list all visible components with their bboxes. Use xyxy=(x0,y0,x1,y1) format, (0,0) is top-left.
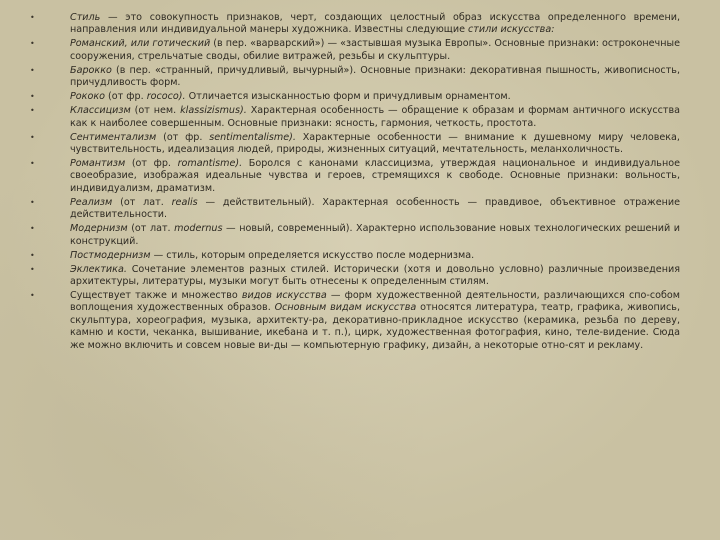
art-styles-list xyxy=(30,12,680,352)
bullet-icon: • xyxy=(30,106,35,116)
item-text: Барокко (в пер. «странный, причудливый, вычурный»). Основные признаки: декоративная пышность, живописность, причудливость форм. xyxy=(70,64,680,89)
bullet-icon: • xyxy=(30,65,35,75)
list-item xyxy=(30,132,680,157)
bullet-icon: • xyxy=(30,250,35,260)
list-item xyxy=(30,91,680,103)
item-text: Сентиментализм (от фр. sentimentalisme). Характерные особенности — внимание к душевному миру человека, чувствительность, идеализация людей, природы, жизненных ситуаций, мечтательность, меланхоличность. xyxy=(70,131,680,156)
item-text: Романский, или готический (в пер. «варварский») — «застывшая музыка Европы». Основные признаки: остроконечные сооружения, стрельчатые своды, обилие витражей, резьбы и скульптуры. xyxy=(70,38,680,62)
bullet-icon: • xyxy=(30,159,35,169)
item-text: Существует также и множество видов искусства — форм художественной деятельности, различающихся спо-собом воплощения художественных образов. Основным видам искусства относятся литература, театр, графика, живопись, скульптура, хореография, музыка, архитекту-ра, декоративно-прикладное искусство (керамика, резьба по дереву, камню и кости, чеканка, вышивание, икебана и т. п.), цирк, художественная фотография, кино, теле-видение. Сюда же можно включить и совсем новые ви-ды — компьютерную графику, дизайн, а некоторые отно-сят и рекламу. xyxy=(70,290,680,351)
item-text: Модернизм (от лат. modernus — новый, современный). Характерно использование новых технологических решений и конструкций. xyxy=(70,223,681,247)
list-item xyxy=(30,197,680,222)
bullet-icon: • xyxy=(30,132,35,142)
bullet-icon: • xyxy=(30,264,35,274)
item-text: Стиль — это совокупность признаков, черт, создающих целостный образ искусства определенного времени, направления или индивидуальной манеры художника. Известны следующие стили искусства: xyxy=(70,12,680,36)
bullet-icon: • xyxy=(30,13,35,22)
bullet-icon: • xyxy=(30,224,35,234)
bullet-icon: • xyxy=(30,291,35,301)
slide-content xyxy=(30,12,680,354)
list-item xyxy=(30,38,680,63)
list-item xyxy=(30,65,680,90)
list-item xyxy=(30,105,680,130)
item-text: Рококо (от фр. rococo). Отличается изысканностью форм и причудливым орнаментом. xyxy=(70,91,511,103)
bullet-icon: • xyxy=(30,92,35,102)
list-item xyxy=(30,290,680,352)
item-text: Эклектика. Сочетание элементов разных стилей. Исторически (хотя и довольно условно) различные произведения архитектуры, литературы, музыки могут быть отнесены к определенным стилям. xyxy=(70,263,680,288)
list-item xyxy=(30,12,680,37)
bullet-icon: • xyxy=(30,39,35,49)
item-text: Романтизм (от фр. romantisme). Боролся с канонами классицизма, утверждая национальное и индивидуальное своеобразие, изображая идеальные чувства и героев, стремящихся к свободе. Основные признаки: вольность, индивидуализм, драматизм. xyxy=(70,158,680,194)
bullet-icon: • xyxy=(30,197,35,207)
item-text: Постмодернизм — стиль, которым определяется искусство после модернизма. xyxy=(70,249,475,261)
item-text: Реализм (от лат. realis — действительный). Характерная особенность — правдивое, объективное отражение действительности. xyxy=(70,196,681,221)
list-item xyxy=(30,223,680,248)
item-text: Классицизм (от нем. klassizismus). Характерная особенность — обращение к образам и формам античного искусства как к наиболее совершенным. Основные признаки: ясность, гармония, четкость, простота. xyxy=(70,105,680,129)
list-item xyxy=(30,250,680,262)
list-item xyxy=(30,264,680,289)
list-item xyxy=(30,158,680,195)
